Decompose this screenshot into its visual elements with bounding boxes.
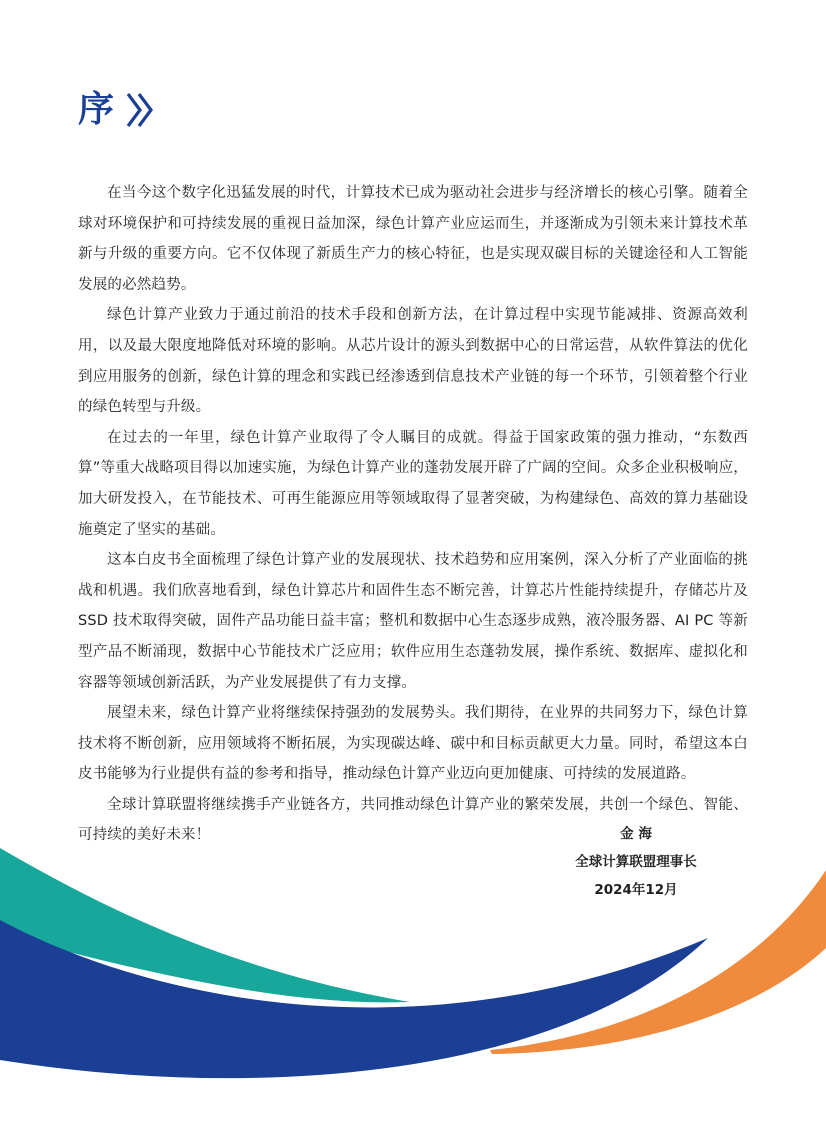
decorative-waves: [0, 830, 826, 1122]
page-title: 序: [78, 89, 117, 130]
section-heading: [78, 89, 156, 130]
signature-date: 2024年12月: [594, 882, 678, 898]
paragraph: 展望未来，绿色计算产业将继续保持强劲的发展势头。我们期待，在业界的共同努力下，绿色计算技术将不断创新，应用领域将不断拓展，为实现碳达峰、碳中和目标贡献更大力量。同时，希望这本白皮书能够为行业提供有益的参考和指导，推动绿色计算产业迈向更加健康、可持续的发展道路。: [78, 705, 748, 783]
paragraph: 在当今这个数字化迅猛发展的时代，计算技术已成为驱动社会进步与经济增长的核心引擎。随着全球对环境保护和可持续发展的重视日益加深，绿色计算产业应运而生，并逐渐成为引领未来计算技术革新与升级的重要方向。它不仅体现了新质生产力的核心特征，也是实现双碳目标的关键途径和人工智能发展的必然趋势。: [78, 185, 748, 293]
paragraph: 全球计算联盟将继续携手产业链各方，共同推动绿色计算产业的繁荣发展，共创一个绿色、智能、可持续的美好未来！: [78, 796, 748, 844]
paragraph: 绿色计算产业致力于通过前沿的技术手段和创新方法，在计算过程中实现节能减排、资源高效利用，以及最大限度地降低对环境的影响。从芯片设计的源头到数据中心的日常运营，从软件算法的优化到应用服务的创新，绿色计算的理念和实践已经渗透到信息技术产业链的每一个环节，引领着整个行业的绿色转型与升级。: [78, 307, 748, 416]
signature-name: 金 海: [620, 826, 652, 842]
paragraph: 在过去的一年里，绿色计算产业取得了令人瞩目的成就。得益于国家政策的强力推动，“东数西算”等重大战略项目得以加速实施，为绿色计算产业的蓬勃发展开辟了广阔的空间。众多企业积极响应，加大研发投入，在节能技术、可再生能源应用等领域取得了显著突破，为构建绿色、高效的算力基础设施奠定了坚实的基础。: [78, 429, 748, 538]
double-chevron-right-icon: [126, 92, 156, 128]
preface-body: [78, 178, 748, 851]
signature-title: 全球计算联盟理事长: [575, 854, 697, 870]
paragraph: 这本白皮书全面梳理了绿色计算产业的发展现状、技术趋势和应用案例，深入分析了产业面临的挑战和机遇。我们欣喜地看到，绿色计算芯片和固件生态不断完善，计算芯片性能持续提升，存储芯片及SSD 技术取得突破，固件产品功能日益丰富；整机和数据中心生态逐步成熟，液冷服务器、AI PC 等新型产品不断涌现，数据中心节能技术广泛应用；软件应用生态蓬勃发展，操作系统、数据库、虚拟化和容器等领域创新活跃，为产业发展提供了有力支撑。: [78, 552, 748, 691]
